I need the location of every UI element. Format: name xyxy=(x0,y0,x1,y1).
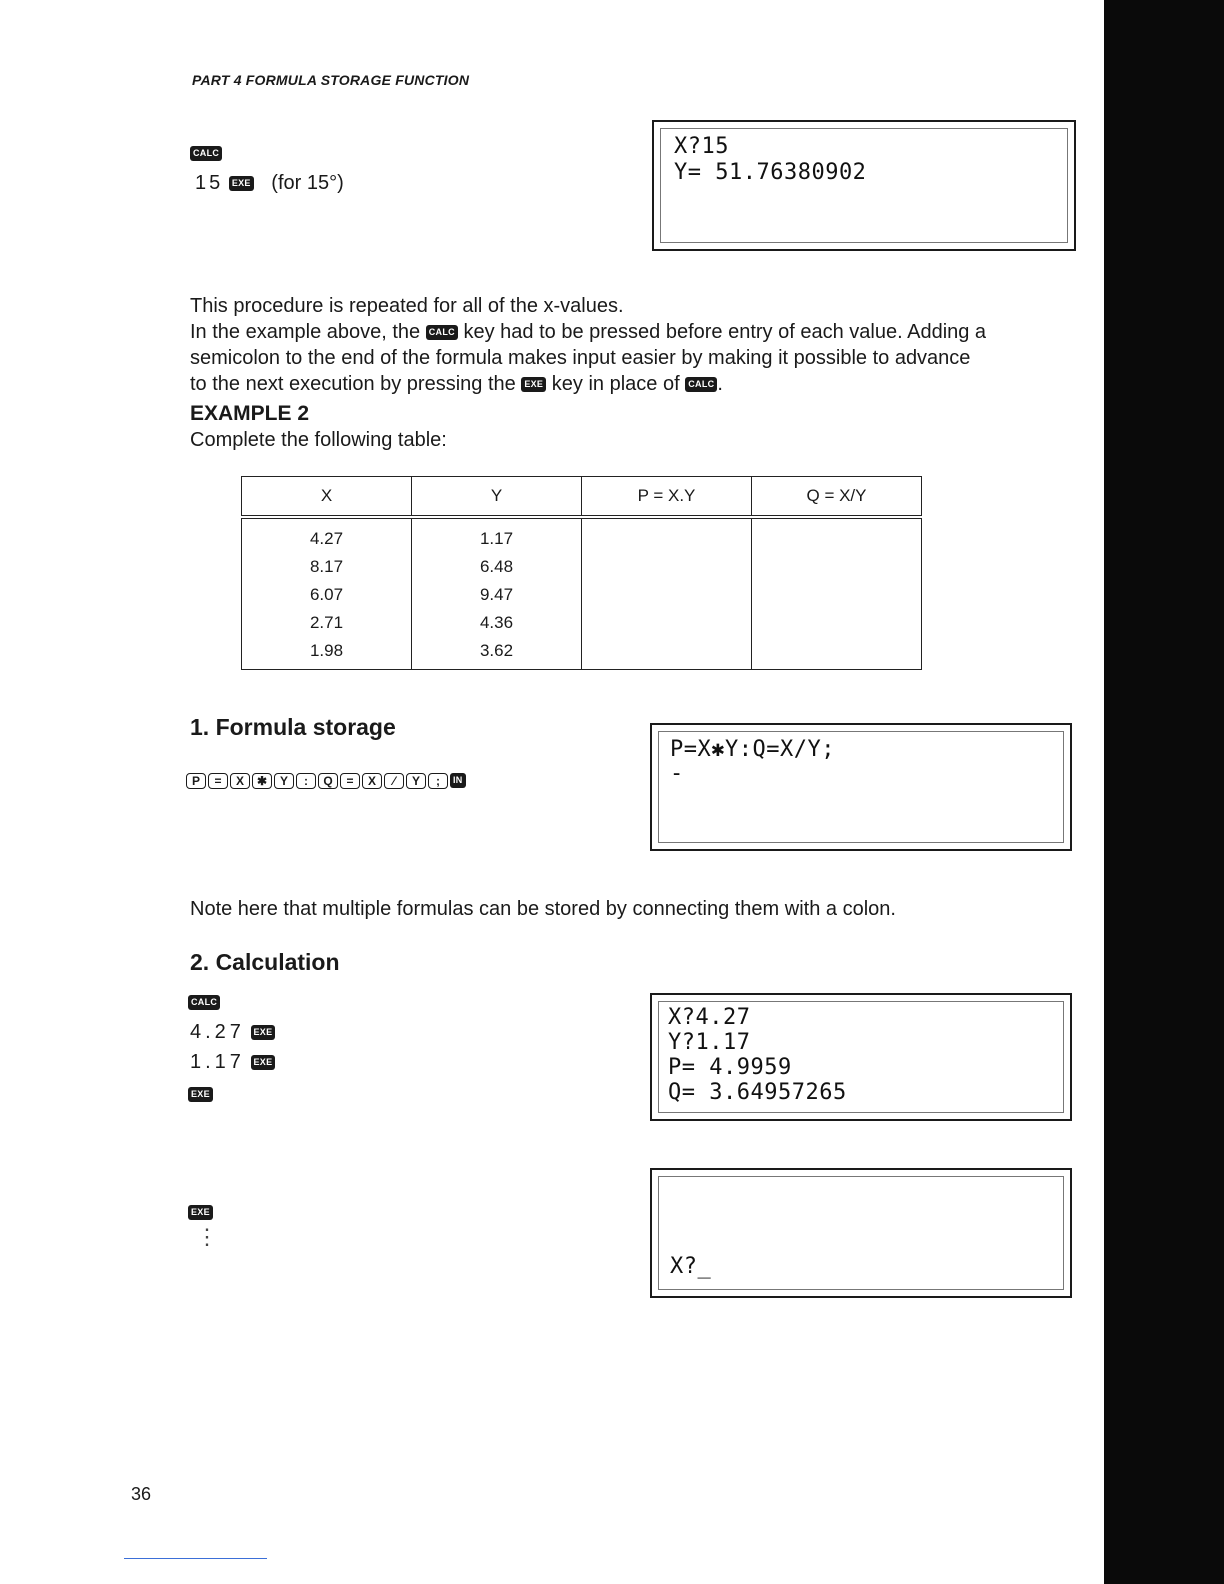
table-header-cell: Q = X/Y xyxy=(752,477,922,518)
calc-key-icon: CALC xyxy=(190,146,222,161)
input-step-y xyxy=(190,1050,275,1074)
paragraph-line: This procedure is repeated for all of the x-values. xyxy=(190,295,624,317)
table-cell: 4.27 xyxy=(242,517,412,553)
text-span: key had to be pressed before entry of each value. Adding a xyxy=(457,321,987,343)
text-span: . xyxy=(717,373,723,395)
key-multiply: ✱ xyxy=(252,773,272,789)
lcd-line: Y?1.17 xyxy=(668,1030,751,1055)
lcd-line: X?_ xyxy=(670,1254,712,1279)
continuation-dots: ⋮ xyxy=(196,1224,218,1249)
lcd-line: P=X✱Y:Q=X/Y; xyxy=(670,737,835,762)
table-cell: 4.36 xyxy=(412,609,582,637)
key-x: X xyxy=(362,773,382,789)
text-span: key in place of xyxy=(546,373,686,395)
table-cell xyxy=(752,581,922,609)
exe-key-step xyxy=(188,1082,213,1106)
table-header-cell: Y xyxy=(412,477,582,518)
lcd-cursor: - xyxy=(670,761,684,786)
calc-key-step xyxy=(190,141,222,165)
table-cell: 8.17 xyxy=(242,553,412,581)
table-cell: 6.07 xyxy=(242,581,412,609)
paragraph-line: semicolon to the end of the formula makes input easier by making it possible to advance xyxy=(190,347,971,369)
paragraph-line xyxy=(190,319,1090,345)
input-step-15 xyxy=(195,171,344,195)
table-cell: 6.48 xyxy=(412,553,582,581)
table-cell xyxy=(752,517,922,553)
page-edge-shadow xyxy=(1104,0,1224,1584)
lcd-display-2 xyxy=(650,723,1072,851)
lcd-line: Y= 51.76380902 xyxy=(674,160,867,185)
table-cell: 2.71 xyxy=(242,609,412,637)
lcd-display-1 xyxy=(652,120,1076,251)
input-value: 15 xyxy=(195,172,224,194)
table-row xyxy=(242,609,922,637)
table-cell xyxy=(752,637,922,670)
table-cell xyxy=(582,553,752,581)
note-text: Note here that multiple formulas can be stored by connecting them with a colon. xyxy=(190,898,896,920)
input-value: 4.27 xyxy=(190,1021,245,1043)
key-y: Y xyxy=(406,773,426,789)
table-cell xyxy=(752,609,922,637)
text-span: to the next execution by pressing the xyxy=(190,373,522,395)
exe-key-icon: EXE xyxy=(521,377,546,392)
calc-key-step xyxy=(188,990,220,1014)
table-cell xyxy=(582,609,752,637)
table-row xyxy=(242,553,922,581)
running-header: PART 4 FORMULA STORAGE FUNCTION xyxy=(192,72,470,88)
key-sequence xyxy=(186,772,466,790)
procedure-paragraph xyxy=(190,293,1090,397)
key-x: X xyxy=(230,773,250,789)
key-q: Q xyxy=(318,773,338,789)
exe-key-step xyxy=(188,1200,213,1224)
table-row xyxy=(242,517,922,553)
table-cell xyxy=(752,553,922,581)
lcd-line: P= 4.9959 xyxy=(668,1055,792,1080)
key-y: Y xyxy=(274,773,294,789)
key-p: P xyxy=(186,773,206,789)
exe-key-icon: EXE xyxy=(229,176,254,191)
lcd-line: X?15 xyxy=(674,134,729,159)
key-divide: ⁄ xyxy=(384,773,404,789)
input-note: (for 15°) xyxy=(271,172,344,194)
exe-key-icon: EXE xyxy=(251,1025,276,1040)
exe-key-icon: EXE xyxy=(188,1205,213,1220)
paragraph-line xyxy=(190,371,1090,397)
exe-key-icon: EXE xyxy=(188,1087,213,1102)
exe-key-icon: EXE xyxy=(251,1055,276,1070)
example-title: EXAMPLE 2 xyxy=(190,402,310,425)
lcd-line: Q= 3.64957265 xyxy=(668,1080,847,1105)
table-cell xyxy=(582,637,752,670)
table-header-cell: X xyxy=(242,477,412,518)
lcd-display-4 xyxy=(650,1168,1072,1298)
example-subtitle: Complete the following table: xyxy=(190,429,447,451)
table-cell: 9.47 xyxy=(412,581,582,609)
lcd-display-3 xyxy=(650,993,1072,1121)
table-cell: 3.62 xyxy=(412,637,582,670)
lcd-frame xyxy=(658,1176,1064,1290)
table-row xyxy=(242,637,922,670)
calc-key-icon: CALC xyxy=(188,995,220,1010)
table-cell xyxy=(582,517,752,553)
calc-key-icon: CALC xyxy=(426,325,458,340)
values-table xyxy=(241,476,922,670)
key-semicolon: ; xyxy=(428,773,448,789)
input-value: 1.17 xyxy=(190,1051,245,1073)
in-key-icon: IN xyxy=(450,773,466,788)
section-title-calculation: 2. Calculation xyxy=(190,949,340,975)
key-equals: = xyxy=(340,773,360,789)
table-header-row xyxy=(242,477,922,518)
page-number: 36 xyxy=(131,1484,152,1504)
input-step-x xyxy=(190,1020,275,1044)
key-colon: : xyxy=(296,773,316,789)
lcd-line: X?4.27 xyxy=(668,1005,751,1030)
table-header-cell: P = X.Y xyxy=(582,477,752,518)
section-title-formula-storage: 1. Formula storage xyxy=(190,714,396,740)
text-span: In the example above, the xyxy=(190,321,426,343)
table-cell: 1.17 xyxy=(412,517,582,553)
footer-rule xyxy=(124,1558,267,1559)
key-equals: = xyxy=(208,773,228,789)
calc-key-icon: CALC xyxy=(685,377,717,392)
table-row xyxy=(242,581,922,609)
table-cell: 1.98 xyxy=(242,637,412,670)
table-cell xyxy=(582,581,752,609)
